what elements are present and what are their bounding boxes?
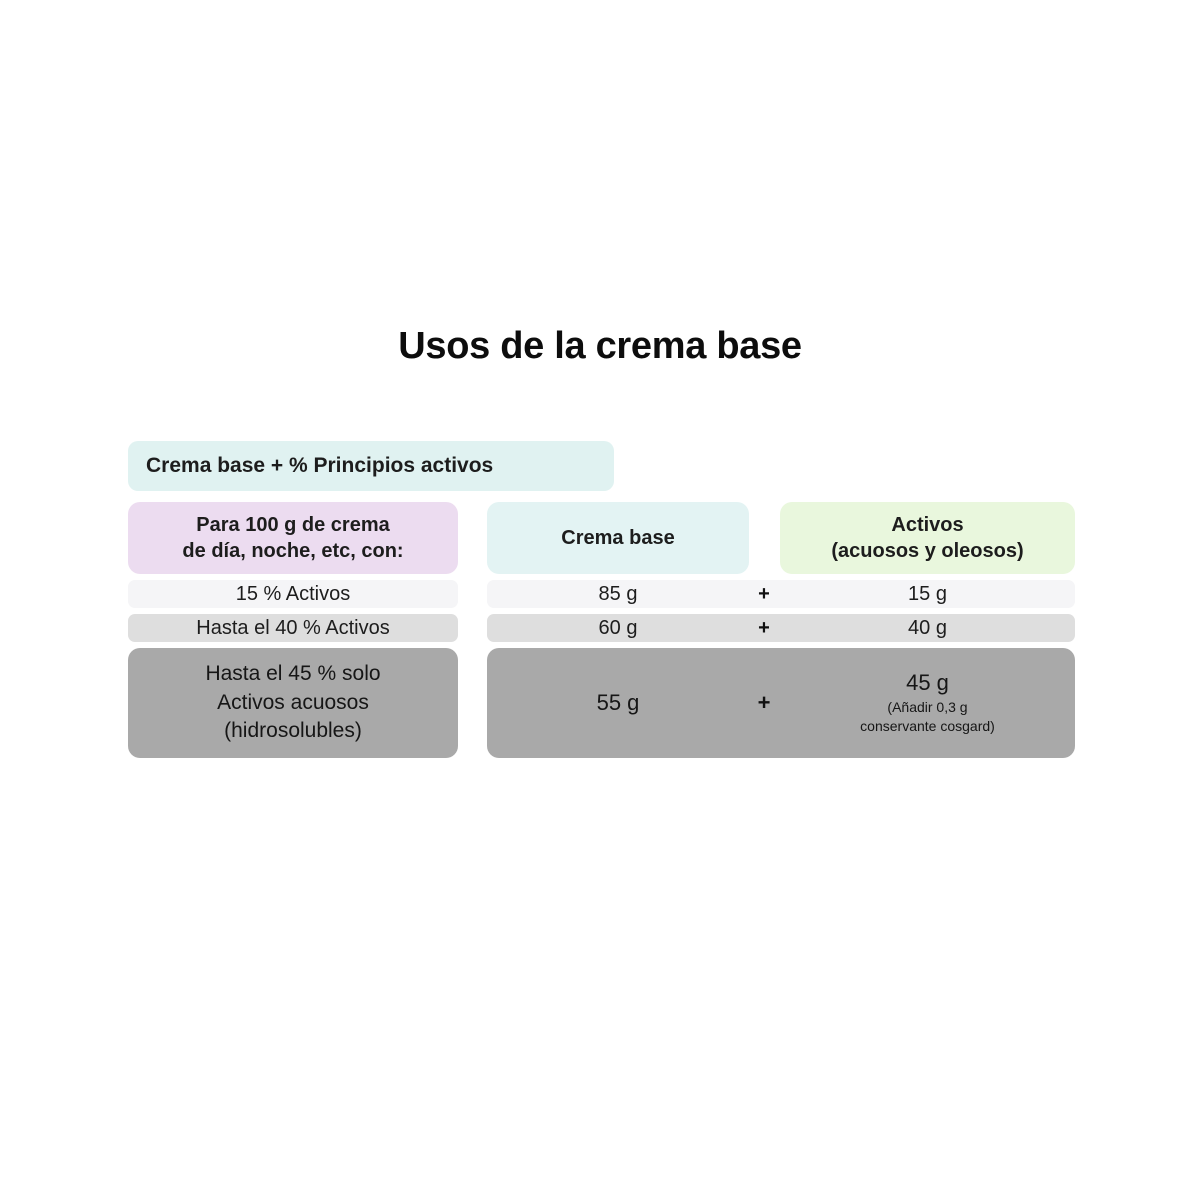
- row-3-actives-amount: 45 g: [906, 670, 949, 696]
- header-cell-crema-100g: [128, 502, 458, 574]
- table-row-label-2: Hasta el 40 % Activos: [128, 614, 458, 642]
- row-3-base-amount: 55 g: [596, 690, 640, 715]
- row-1-base-amount: 85 g: [598, 582, 638, 605]
- row-3-label-line3: (hidrosolubles): [224, 719, 362, 743]
- row-2-base-amount: 60 g: [598, 616, 638, 639]
- header-cell-crema-base: [487, 502, 749, 574]
- header-cell-activos: [780, 502, 1075, 574]
- table-row-values-2: [487, 614, 1075, 642]
- row-3-actives-note-line2: conservante cosgard): [860, 718, 995, 735]
- row-2-actives-amount: 40 g: [908, 616, 947, 639]
- table-row-label-3: [128, 648, 458, 758]
- banner-label: Crema base + % Principios activos: [146, 454, 494, 477]
- row-3-label-line1: Hasta el 45 % solo: [205, 662, 381, 686]
- table-row-label-1: 15 % Activos: [128, 580, 458, 608]
- row-1-actives-amount: 15 g: [908, 582, 947, 605]
- header-left-line1: Para 100 g de crema: [196, 513, 390, 536]
- plus-icon: +: [757, 690, 771, 715]
- page-title: Usos de la crema base: [398, 325, 802, 367]
- plus-icon: +: [758, 582, 770, 605]
- banner-crema-base-activos: [128, 441, 614, 491]
- header-right-line1: Activos: [891, 513, 964, 536]
- plus-icon: +: [758, 616, 770, 639]
- row-3-label-line2: Activos acuosos: [217, 690, 369, 714]
- row-3-actives-cell: [780, 648, 1075, 758]
- row-3-actives-note-line1: (Añadir 0,3 g: [887, 698, 968, 715]
- table-row-values-1: [487, 580, 1075, 608]
- header-right-line2: (acuosos y oleosos): [831, 540, 1024, 562]
- header-middle-label: Crema base: [561, 526, 675, 549]
- table-row-values-3: [487, 648, 1075, 758]
- header-left-line2: de día, noche, etc, con:: [182, 540, 404, 562]
